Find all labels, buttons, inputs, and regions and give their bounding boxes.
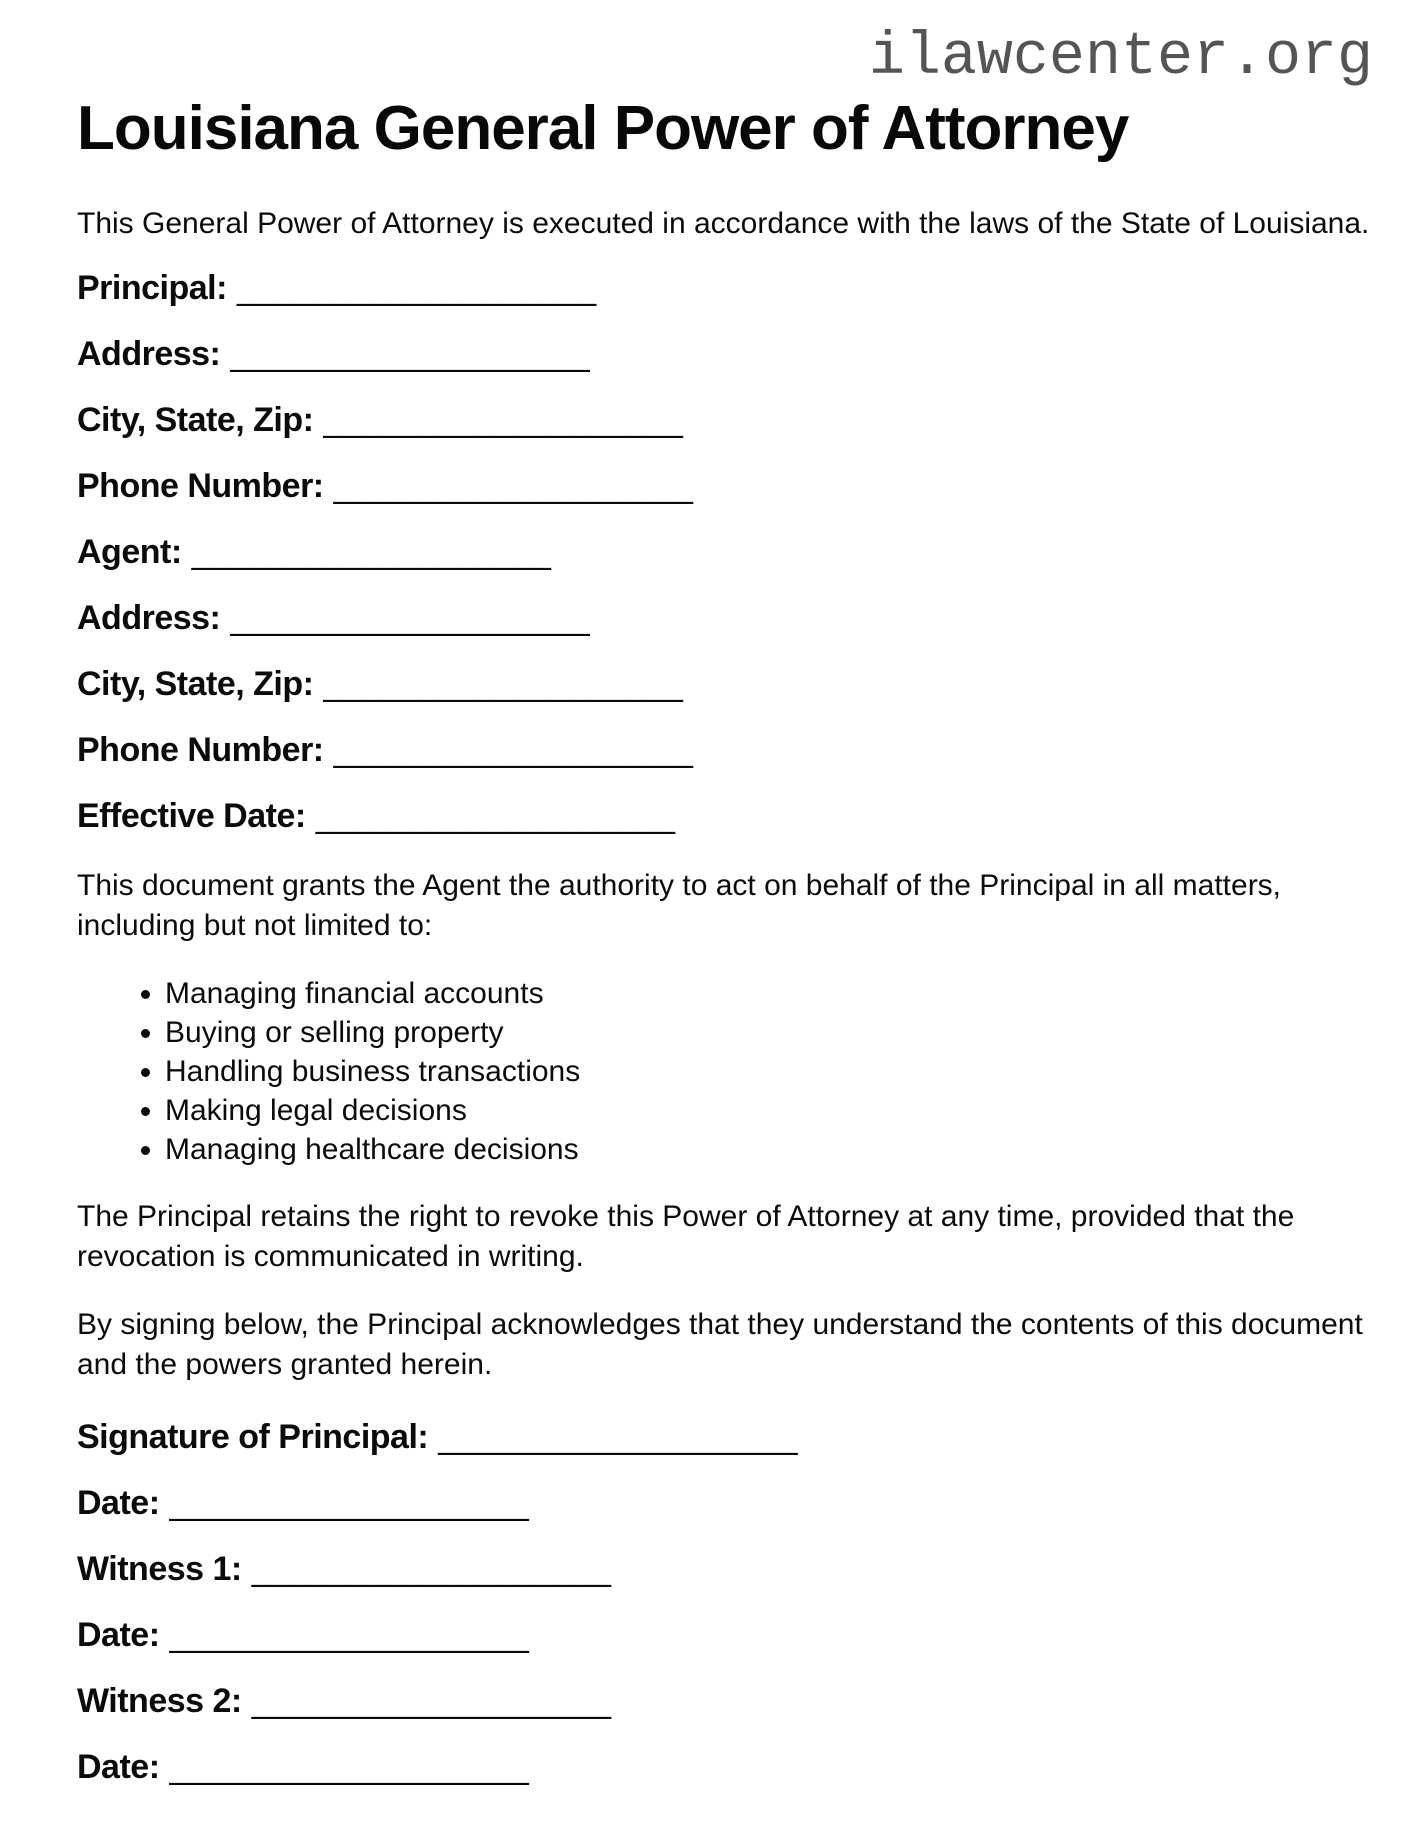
field-blank-principal-city-state-zip: ___________________: [323, 401, 683, 439]
field-label-agent: Agent:: [77, 533, 182, 571]
list-item-handling-business-transactions: • Handling business transactions: [165, 1052, 1373, 1091]
field-blank-agent-city-state-zip: ___________________: [323, 665, 683, 703]
list-item-managing-healthcare-decisions: • Managing healthcare decisions: [165, 1130, 1373, 1169]
list-item-making-legal-decisions: • Making legal decisions: [165, 1091, 1373, 1130]
field-label-principal-phone: Phone Number:: [77, 467, 324, 505]
list-item-managing-financial-accounts: • Managing financial accounts: [165, 974, 1373, 1013]
field-blank-principal-phone: ___________________: [333, 467, 693, 505]
field-row-principal-address: [77, 332, 1373, 376]
grant-paragraph: This document grants the Agent the authority to act on behalf of the Principal in all matters, including but not limited to:: [77, 869, 1282, 942]
field-label-signature-date: Date:: [77, 1484, 160, 1522]
field-blank-agent-phone: ___________________: [333, 731, 693, 769]
site-watermark: ilawcenter.org: [868, 24, 1373, 92]
field-blank-agent-address: ___________________: [230, 599, 590, 637]
field-row-witness-2-date: [77, 1745, 1373, 1789]
field-row-agent-address: [77, 596, 1373, 640]
field-label-agent-address: Address:: [77, 599, 221, 637]
field-blank-agent: ___________________: [191, 533, 551, 571]
field-row-signature-date: [77, 1481, 1373, 1525]
field-row-witness-2: [77, 1679, 1373, 1723]
field-blank-principal: ___________________: [236, 269, 597, 307]
field-blank-principal-address: ___________________: [230, 335, 590, 373]
field-row-agent: [77, 530, 1373, 574]
revocation-paragraph: The Principal retains the right to revoke this Power of Attorney at any time, provided that the revocation is communicated in writing.: [77, 1200, 1295, 1273]
signing-paragraph: By signing below, the Principal acknowledges that they understand the contents of this document and the powers granted herein.: [77, 1308, 1363, 1381]
field-row-witness-1: [77, 1547, 1373, 1591]
field-row-principal: [77, 266, 1373, 310]
field-row-witness-1-date: [77, 1613, 1373, 1657]
field-row-principal-phone: [77, 464, 1373, 508]
field-label-witness-1: Witness 1:: [77, 1550, 242, 1588]
powers-list: [77, 974, 1373, 1169]
field-blank-witness-1-date: ___________________: [169, 1616, 529, 1654]
field-blank-signature-date: ___________________: [169, 1484, 529, 1522]
field-row-agent-phone: [77, 728, 1373, 772]
field-blank-witness-1: ___________________: [251, 1550, 612, 1588]
field-label-signature-of-principal: Signature of Principal:: [77, 1418, 429, 1456]
field-row-principal-city-state-zip: [77, 398, 1373, 442]
field-row-effective-date: [77, 794, 1373, 838]
field-row-signature-of-principal: [77, 1415, 1373, 1459]
field-label-witness-2-date: Date:: [77, 1748, 160, 1786]
field-label-agent-phone: Phone Number:: [77, 731, 324, 769]
field-blank-witness-2: ___________________: [251, 1682, 612, 1720]
document-title: Louisiana General Power of Attorney: [77, 94, 1129, 163]
field-label-effective-date: Effective Date:: [77, 797, 306, 835]
field-blank-effective-date: ___________________: [315, 797, 675, 835]
field-label-witness-1-date: Date:: [77, 1616, 160, 1654]
field-label-principal-city-state-zip: City, State, Zip:: [77, 401, 314, 439]
list-item-buying-selling-property: • Buying or selling property: [165, 1013, 1373, 1052]
field-label-witness-2: Witness 2:: [77, 1682, 242, 1720]
field-label-principal: Principal:: [77, 269, 227, 307]
field-label-principal-address: Address:: [77, 335, 221, 373]
field-row-agent-city-state-zip: [77, 662, 1373, 706]
intro-paragraph: This General Power of Attorney is executed in accordance with the laws of the State of Louisiana.: [77, 207, 1370, 240]
field-blank-signature-of-principal: ___________________: [438, 1418, 798, 1456]
field-blank-witness-2-date: ___________________: [169, 1748, 529, 1786]
field-label-agent-city-state-zip: City, State, Zip:: [77, 665, 314, 703]
